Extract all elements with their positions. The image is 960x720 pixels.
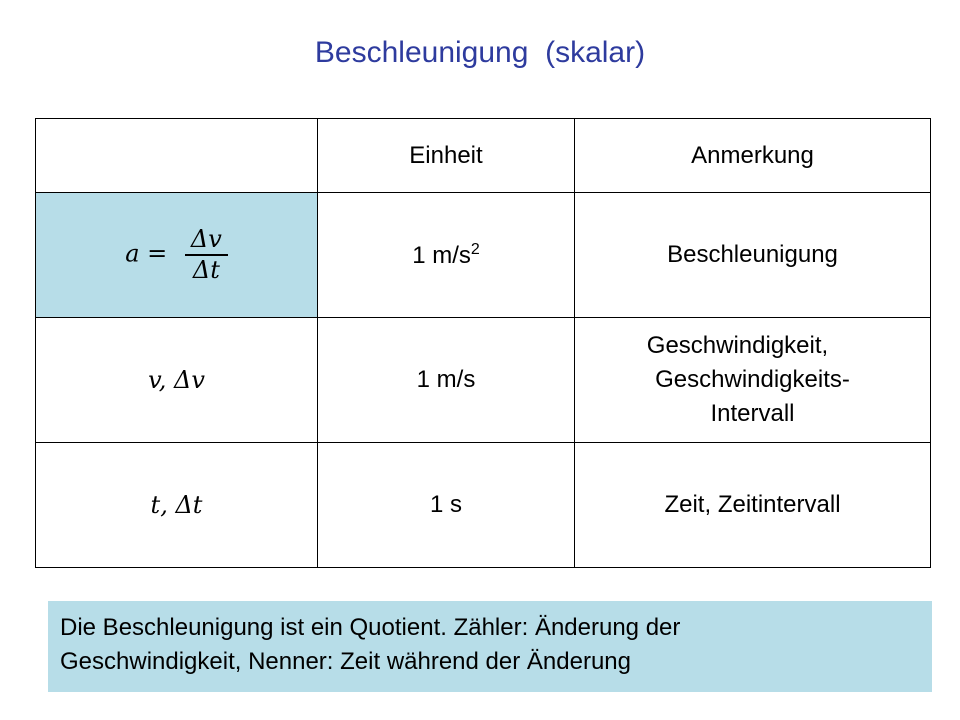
explanation-line: Die Beschleunigung ist ein Quotient. Zähler: Änderung der — [60, 614, 681, 641]
quantity-table — [35, 118, 931, 568]
unit-exponent: 2 — [470, 240, 480, 258]
formula-velocity: v, Δv — [36, 318, 318, 443]
header-cell-unit: Einheit — [318, 119, 575, 193]
note-cell: Beschleunigung — [575, 193, 931, 318]
note-cell: Zeit, Zeitintervall — [575, 443, 931, 568]
explanation-box — [48, 601, 932, 692]
unit-cell: 1 s — [318, 443, 575, 568]
unit-cell: 1 m/s — [318, 318, 575, 443]
page-title: Beschleunigung (skalar) — [314, 36, 646, 69]
table-row — [36, 193, 931, 318]
note-line: Intervall — [710, 400, 795, 427]
table-row — [36, 443, 931, 568]
note-line: Geschwindigkeits- — [655, 366, 850, 393]
fraction-denominator: Δt — [192, 256, 220, 284]
formula-equals: = — [147, 239, 168, 268]
unit-text: 1 m/s — [412, 241, 471, 269]
table-row — [36, 318, 931, 443]
note-cell — [575, 318, 931, 443]
formula-acceleration — [36, 193, 318, 318]
header-cell-empty — [36, 119, 318, 193]
note-line: Geschwindigkeit, — [646, 332, 829, 359]
formula-fraction — [185, 225, 228, 285]
table-header-row — [36, 119, 931, 193]
explanation-line: Geschwindigkeit, Nenner: Zeit während der Änderung — [60, 648, 631, 675]
fraction-numerator: Δv — [185, 225, 228, 256]
header-cell-note: Anmerkung — [575, 119, 931, 193]
formula-lhs: a — [125, 239, 140, 268]
formula-time: t, Δt — [36, 443, 318, 568]
unit-cell — [318, 193, 575, 318]
